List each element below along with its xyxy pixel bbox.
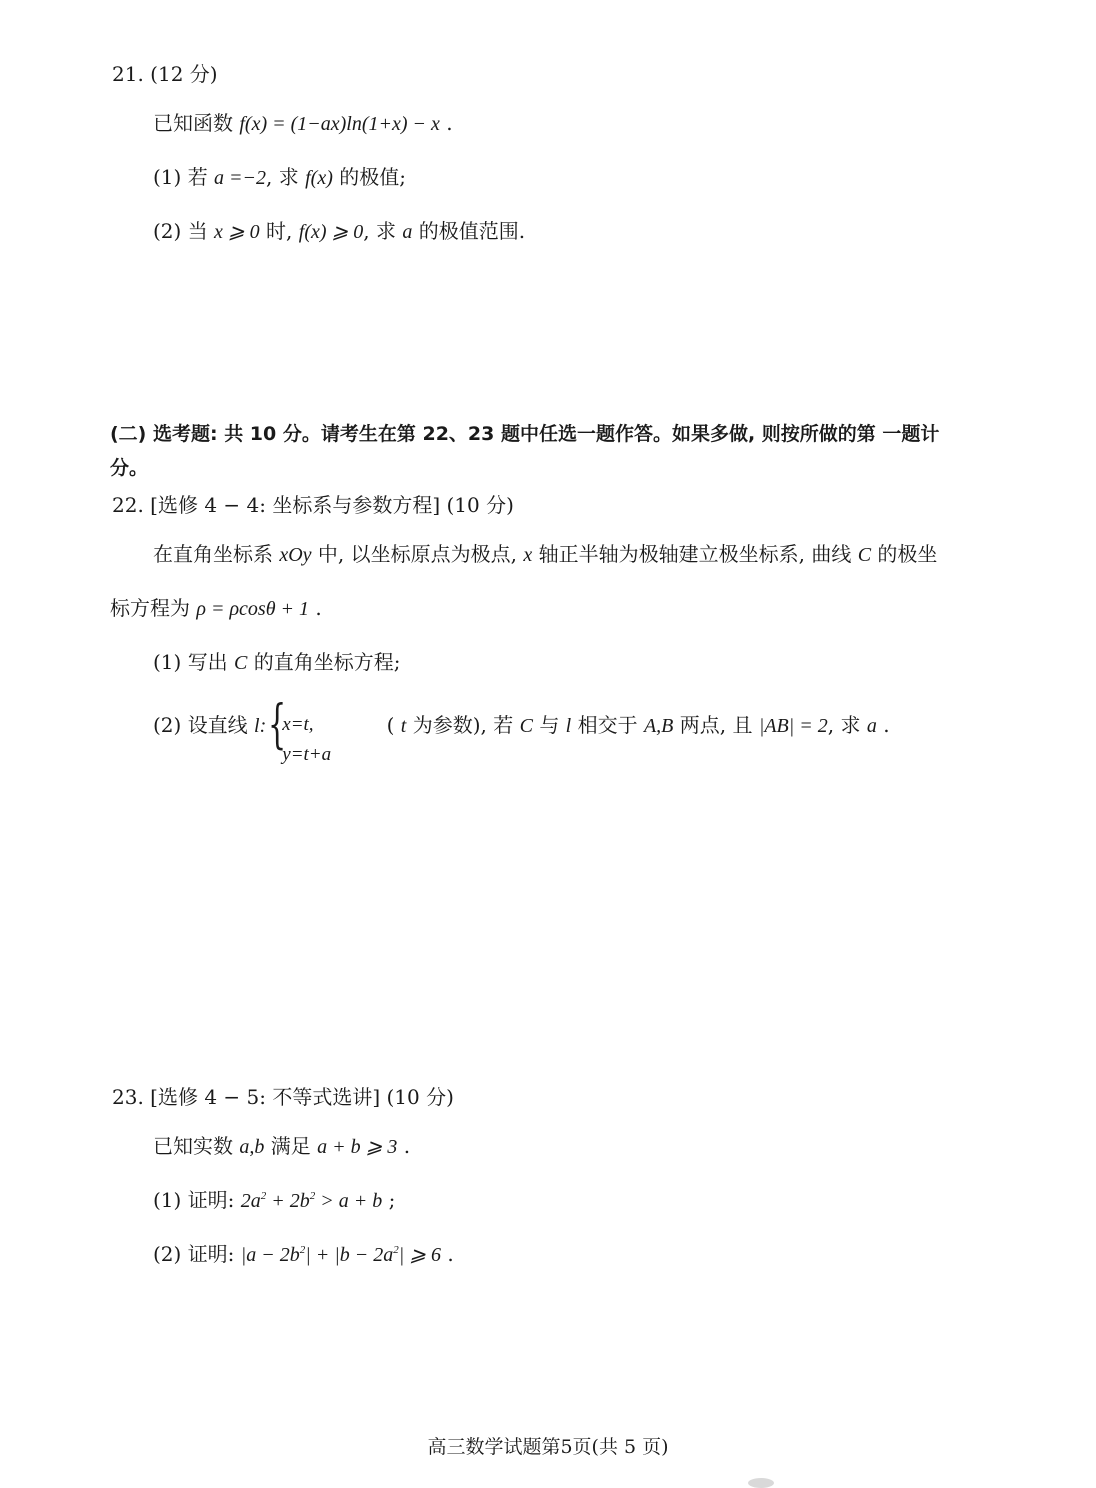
q22-intro-c: 轴正半轴为极轴建立极坐标系, 曲线 [538, 542, 852, 566]
q23-p2-term2: | + |b − 2a [305, 1244, 394, 1266]
q23-p1-term1: 2a [240, 1190, 261, 1212]
q21-p1-function: f(x) [305, 167, 333, 189]
q22-p2-line2: l [565, 715, 572, 737]
q23-p1-a: (1) 证明: [153, 1188, 235, 1212]
section2-line1: (二) 选考题: 共 10 分。请考生在第 22、23 题中任选一题作答。如果多做, 则按所做的第 一题计 [110, 423, 940, 445]
q23-p1-expression [241, 1190, 383, 1212]
q22-p2-param: t [400, 715, 407, 737]
q23-p2-exp1: 2 [299, 1244, 306, 1256]
q21-p1-prefix: (1) 若 [153, 165, 208, 189]
q22-intro-line2 [110, 594, 322, 623]
q22-p1-a: (1) 写出 [153, 650, 228, 674]
q22-p2-e: 相交于 [577, 713, 638, 737]
q21-part2 [153, 217, 525, 246]
q23-intro-c: . [403, 1134, 411, 1158]
q21-p2-mid2: , 求 [363, 219, 396, 243]
q22-intro-d: 的极坐 [877, 542, 938, 566]
q21-p1-condition: a =−2 [214, 167, 267, 189]
q23-part1 [153, 1186, 395, 1215]
q22-intro-x: x [523, 544, 533, 566]
q23-intro-inequality: a + b ⩾ 3 [317, 1136, 398, 1158]
q22-p2-line: l: [254, 715, 267, 737]
q21-p2-condition: x ⩾ 0 [214, 221, 260, 243]
q23-intro-b: 满足 [270, 1134, 311, 1158]
q21-stem-function: f(x) = (1−ax)ln(1+x) − x [239, 113, 440, 135]
q23-p2-expression [241, 1244, 441, 1266]
q22-p2-c: 为参数), 若 [412, 713, 514, 737]
q23-p2-end: . [447, 1242, 454, 1266]
q22-parametric-system [268, 694, 380, 765]
q21-p2-variable: a [402, 221, 413, 243]
q23-part2 [153, 1240, 454, 1269]
q23-intro-a: 已知实数 [153, 1134, 233, 1158]
q23-header: 23. [选修 4 − 5: 不等式选讲] (10 分) [112, 1085, 454, 1109]
q23-p1-rest: > a + b [320, 1190, 383, 1212]
brace-icon: { [268, 694, 287, 755]
q22-polar-equation: ρ = ρcosθ + 1 [196, 598, 310, 620]
q21-stem-prefix: 已知函数 [153, 111, 233, 135]
q22-p2-distance: |AB| = 2 [758, 715, 828, 737]
q22-intro-line1 [153, 540, 937, 569]
q21-p2-prefix: (2) 当 [153, 219, 208, 243]
q23-p1-end: ; [388, 1188, 396, 1212]
q21-p2-inequality: f(x) ⩾ 0 [298, 221, 364, 243]
q23-p2-exp2: 2 [393, 1244, 399, 1256]
q22-p2-h: . [883, 713, 890, 737]
q22-intro-xoy: xOy [279, 544, 312, 566]
q21-stem [153, 109, 453, 138]
q22-intro-b: 中, 以坐标原点为极点, [317, 542, 517, 566]
q23-p2-term1: |a − 2b [240, 1244, 300, 1266]
page-footer: 高三数学试题第5页(共 5 页) [427, 1436, 669, 1458]
q22-intro-a: 在直角坐标系 [153, 542, 273, 566]
q21-header: 21. (12 分) [112, 62, 218, 86]
q22-intro2-b: . [315, 596, 322, 620]
q22-part2 [153, 694, 890, 765]
q23-p1-exp1: 2 [260, 1190, 267, 1202]
q23-p1-exp2: 2 [309, 1190, 316, 1202]
section2-line2: 分。 [110, 457, 149, 479]
q22-p2-curve: C [519, 715, 533, 737]
q21-p1-suffix: 的极值; [339, 165, 406, 189]
q22-p1-b: 的直角坐标方程; [253, 650, 401, 674]
q22-p2-a: (2) 设直线 [153, 713, 248, 737]
q22-p1-curve: C [234, 652, 248, 674]
q22-p2-b: ( [386, 713, 395, 737]
q21-p1-mid: , 求 [266, 165, 299, 189]
q23-p2-a: (2) 证明: [153, 1242, 235, 1266]
q22-system-row1: x=t, [282, 713, 314, 735]
q22-p2-points: A,B [643, 715, 674, 737]
q22-p2-variable: a [866, 715, 877, 737]
page-corner-mark [748, 1478, 774, 1488]
q23-intro-vars: a,b [239, 1136, 265, 1158]
q22-intro2-a: 标方程为 [110, 596, 190, 620]
q22-p2-d: 与 [539, 713, 560, 737]
q23-p1-term2: + 2b [271, 1190, 310, 1212]
q21-p2-mid: 时, [266, 219, 293, 243]
q22-p2-f: 两点, 且 [679, 713, 753, 737]
q23-intro [153, 1132, 410, 1161]
q22-intro-curve: C [857, 544, 872, 566]
q21-p2-suffix: 的极值范围. [418, 219, 526, 243]
q23-p2-term3: | ⩾ 6 [398, 1244, 442, 1266]
q22-part1 [153, 648, 401, 677]
q22-p2-g: , 求 [827, 713, 861, 737]
q21-stem-suffix: . [446, 111, 453, 135]
q22-header: 22. [选修 4 − 4: 坐标系与参数方程] (10 分) [112, 493, 514, 517]
q21-part1 [153, 163, 406, 192]
q22-system-row2: y=t+a [282, 743, 332, 765]
